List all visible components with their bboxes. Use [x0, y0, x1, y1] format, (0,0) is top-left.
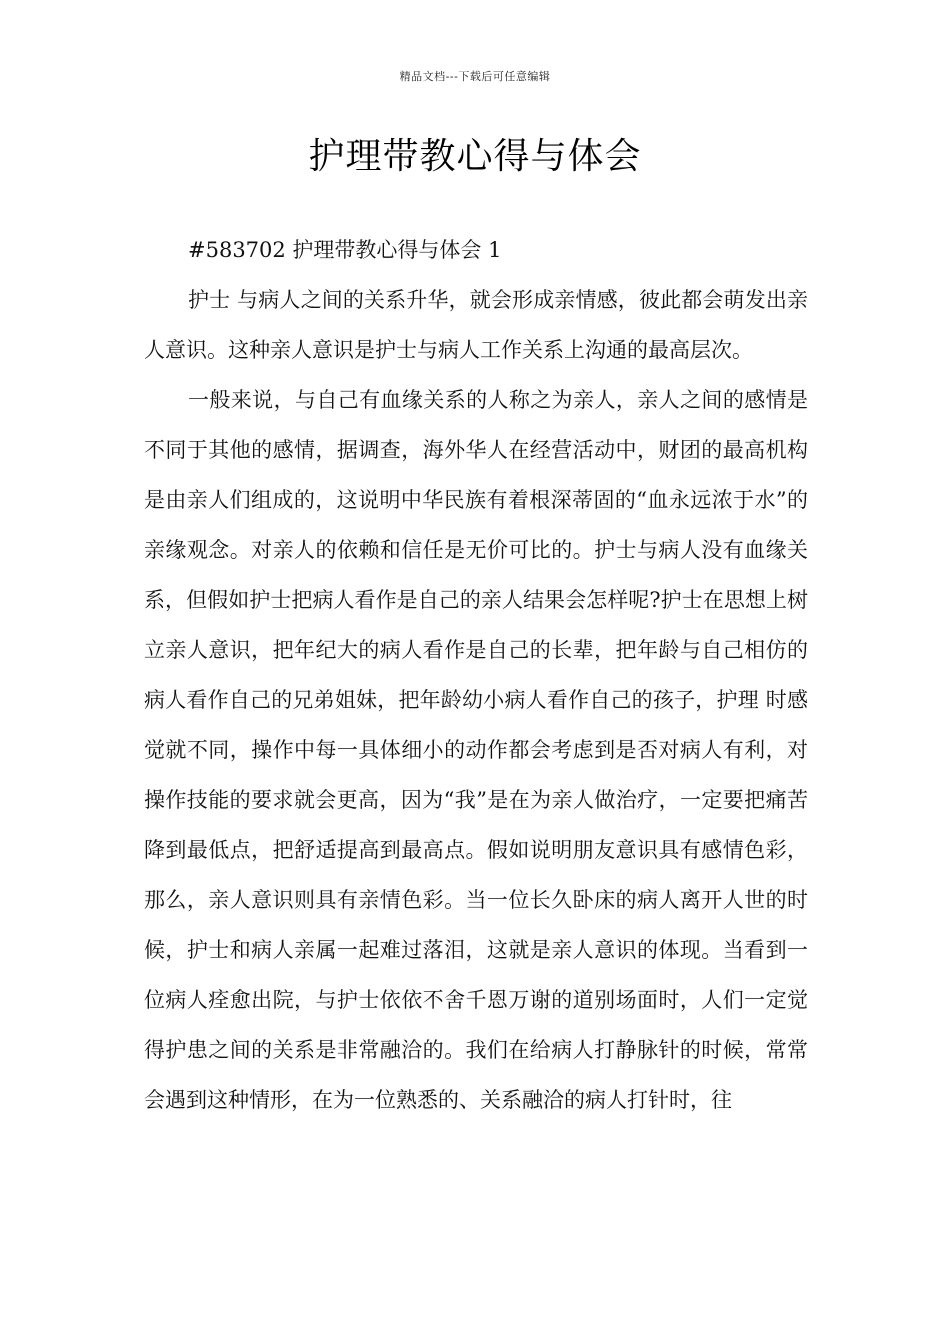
- document-title: 护理带教心得与体会: [308, 136, 642, 177]
- document-body: [144, 225, 808, 1125]
- header-note: 精品文档---下载后可任意编辑: [399, 70, 551, 83]
- section-heading: #583702 护理带教心得与体会 1: [188, 238, 502, 262]
- paragraph-1: 护士 与病人之间的关系升华，就会形成亲情感，彼此都会萌发出亲人意识。这种亲人意识是护士与病人工作关系上沟通的最高层次。: [144, 288, 808, 362]
- paragraph-2: 一般来说，与自己有血缘关系的人称之为亲人，亲人之间的感情是不同于其他的感情，据调查，海外华人在经营活动中，财团的最高机构是由亲人们组成的，这说明中华民族有着根深蒂固的“血永远浓于水”的亲缘观念。对亲人的依赖和信任是无价可比的。护士与病人没有血缘关系，但假如护士把病人看作是自己的亲人结果会怎样呢?护士在思想上树立亲人意识，把年纪大的病人看作是自己的长辈，把年龄与自己相仿的病人看作自己的兄弟姐妹，把年龄幼小病人看作自己的孩子，护理 时感觉就不同，操作中每一具体细小的动作都会考虑到是否对病人有利，对操作技能的要求就会更高，因为“我”是在为亲人做治疗，一定要把痛苦降到最低点，把舒适提高到最高点。假如说明朋友意识具有感情色彩，那么，亲人意识则具有亲情色彩。当一位长久卧床的病人离开人世的时候，护士和病人亲属一起难过落泪，这就是亲人意识的体现。当看到一位病人痊愈出院，与护士依依不舍千恩万谢的道别场面时，人们一定觉得护患之间的关系是非常融洽的。我们在给病人打静脉针的时候，常常会遇到这种情形，在为一位熟悉的、关系融洽的病人打针时，往: [144, 388, 808, 1112]
